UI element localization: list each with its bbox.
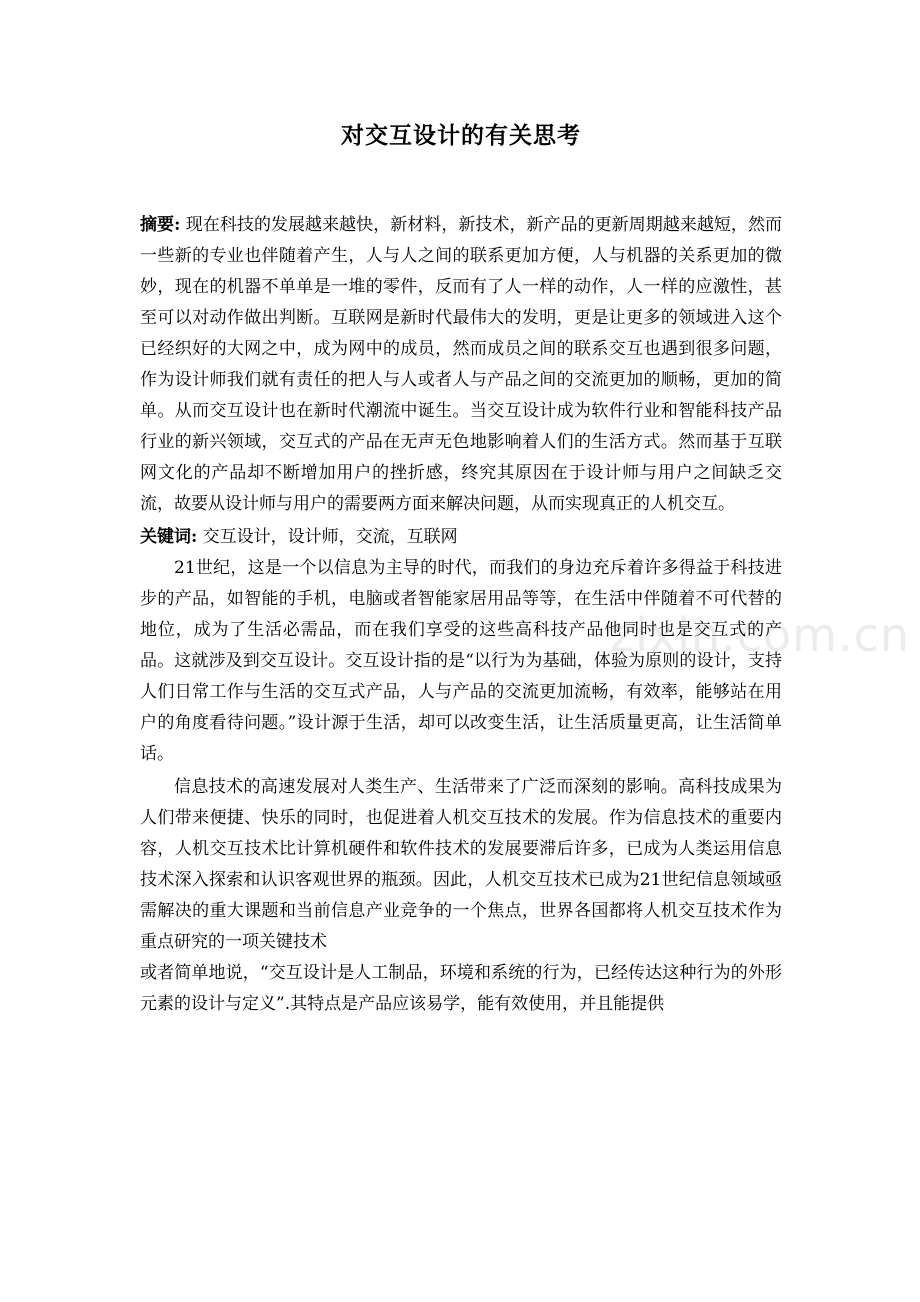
keywords-label: 关键词: <box>140 527 198 547</box>
abstract-paragraph <box>140 210 782 520</box>
document-title: 对交互设计的有关思考 <box>341 122 581 149</box>
keywords-paragraph <box>140 522 782 553</box>
keywords-text: 交互设计，设计师，交流，互联网 <box>197 527 458 547</box>
abstract-text: 现在科技的发展越来越快，新材料，新技术，新产品的更新周期越来越短，然而一些新的专业也伴随着产生，人与人之间的联系更加方便，人与机器的关系更加的微妙，现在的机器不单单是一堆的零件，反而有了人一样的动作，人一样的应激性，甚至可以对动作做出判断。互联网是新时代最伟大的发明，更是让更多的领域进入这个已经织好的大网之中，成为网中的成员，然而成员之间的联系交互也遇到很多问题，作为设计师我们就有责任的把人与人或者人与产品之间的交流更加的顺畅，更加的简单。从而交互设计也在新时代潮流中诞生。当交互设计成为软件行业和智能科技产品行业的新兴领域，交互式的产品在无声无色地影响着人们的生活方式。然而基于互联网文化的产品却不断增加用户的挫折感，终究其原因在于设计师与用户之间缺乏交流，故要从设计师与用户的需要两方面来解决问题，从而实现真正的人机交互。 <box>140 215 783 514</box>
document-page <box>140 0 911 1302</box>
body-paragraph-2: 信息技术的高速发展对人类生产、生活带来了广泛而深刻的影响。高科技成果为人们带来便捷、快乐的同时，也促进着人机交互技术的发展。作为信息技术的重要内容，人机交互技术比计算机硬件和软件技术的发展要滞后许多，已成为人类运用信息技术深入探索和认识客观世界的瓶颈。因此，人机交互技术已成为21世纪信息领域亟需解决的重大课题和当前信息产业竞争的一个焦点，世界各国都将人机交互技术作为重点研究的一项关键技术 <box>140 777 782 952</box>
document-body <box>140 210 782 1020</box>
body-paragraph-3: 或者简单地说，“交互设计是人工制品，环境和系统的行为，已经传达这种行为的外形元素的设计与定义”.其特点是产品应该易学，能有效使用，并且能提供 <box>140 963 782 1014</box>
watermark-text: zixin.com.cn <box>610 608 911 662</box>
body-paragraph-1: 21世纪，这是一个以信息为主导的时代，而我们的身边充斥着许多得益于科技进步的产品，如智能的手机，电脑或者智能家居用品等等，在生活中伴随着不可代替的地位，成为了生活必需品，而在我们享受的这些高科技产品他同时也是交互式的产品。这就涉及到交互设计。交互设计指的是“以行为为基础，体验为原则的设计，支持人们日常工作与生活的交互式产品，人与产品的交流更加流畅，有效率，能够站在用户的角度看待问题。”设计源于生活，却可以改变生活，让生活质量更高，让生活简单话。 <box>140 558 782 764</box>
abstract-label: 摘要: <box>140 215 181 235</box>
